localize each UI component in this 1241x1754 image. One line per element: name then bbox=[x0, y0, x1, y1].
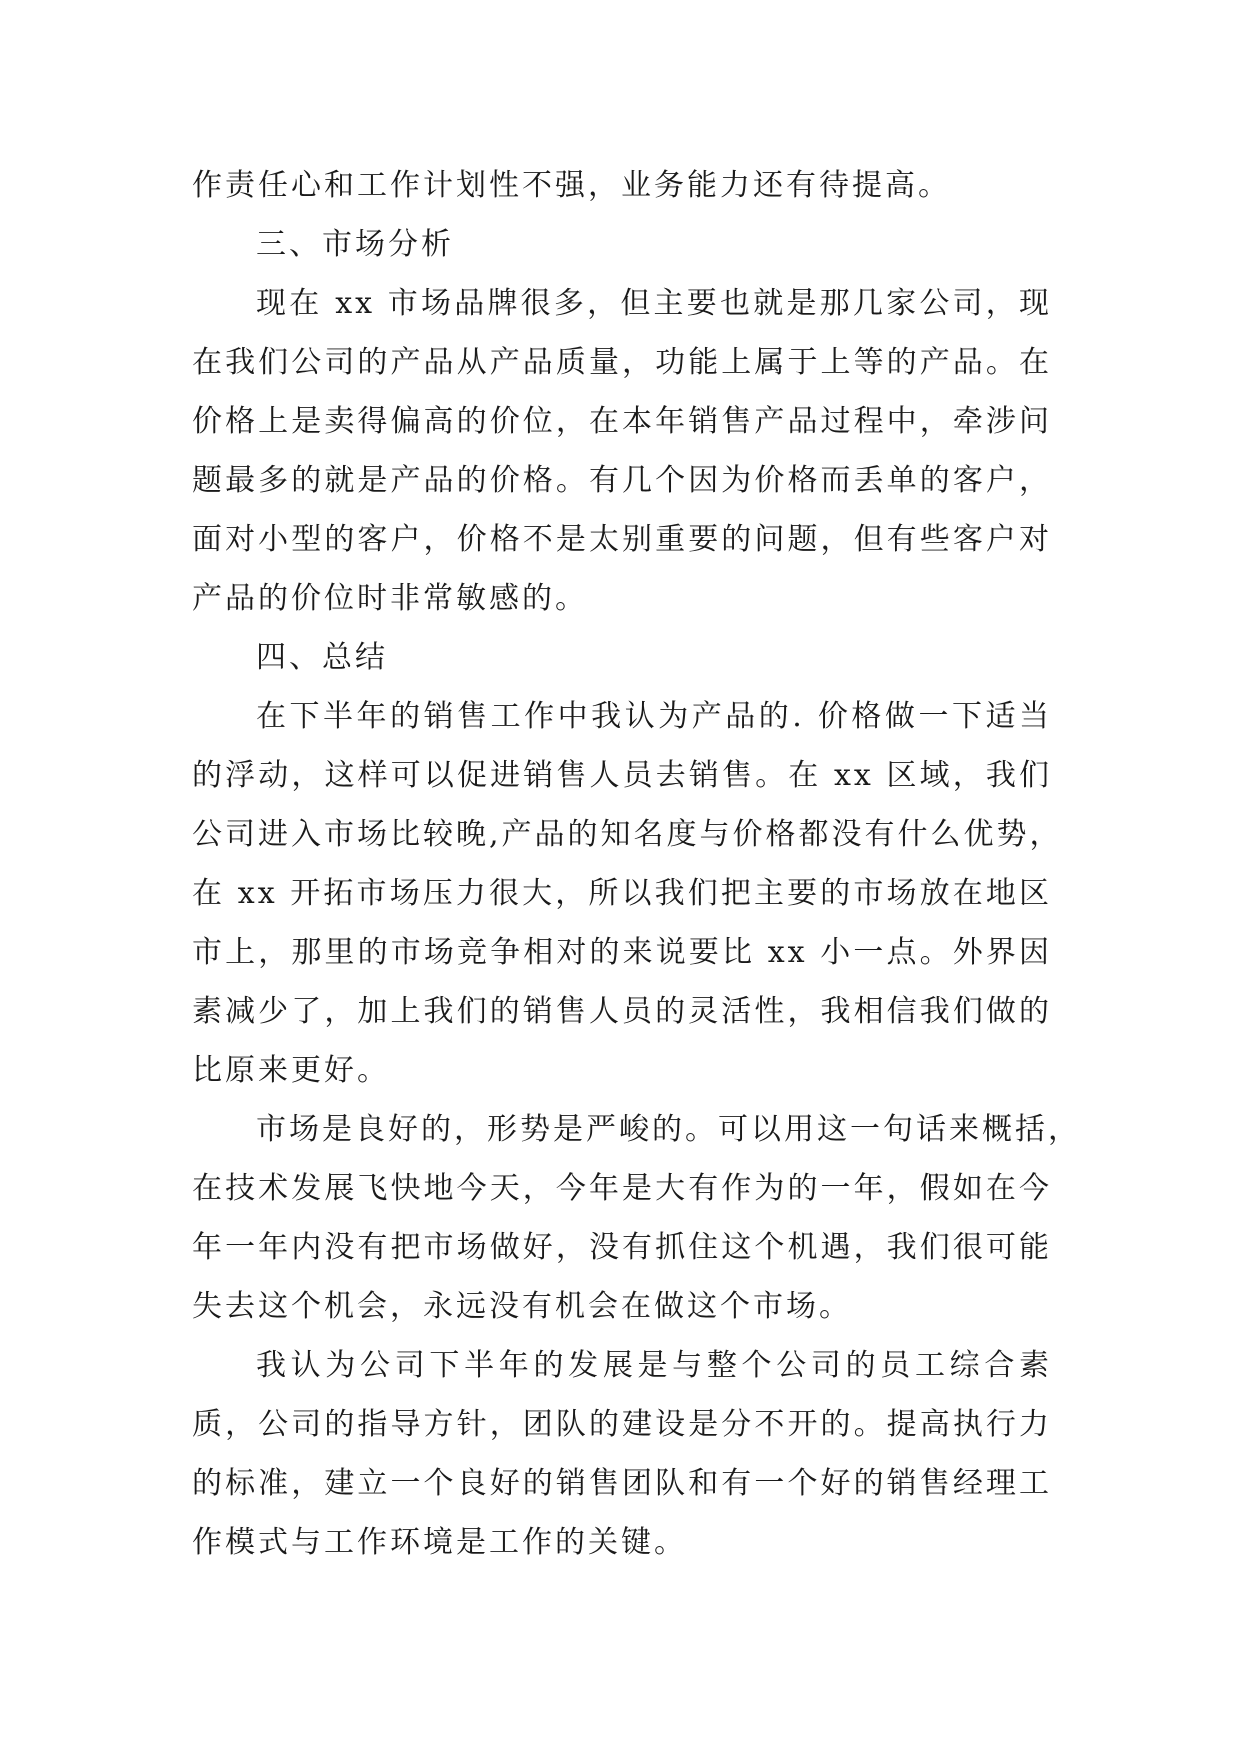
text-line: 比原来更好。 bbox=[192, 1053, 390, 1088]
text-line: 公司进入市场比较晚,产品的知名度与价格都没有什么优势， bbox=[192, 817, 1063, 852]
text-line: 题最多的就是产品的价格。有几个因为价格而丢单的客户， bbox=[192, 463, 1052, 498]
paragraph-first-line: 在下半年的销售工作中我认为产品的. 价格做一下适当 bbox=[256, 699, 1052, 734]
paragraph-first-line: 四、总结 bbox=[256, 640, 388, 675]
text-line: 的标准，建立一个良好的销售团队和有一个好的销售经理工 bbox=[192, 1466, 1052, 1501]
document-body bbox=[192, 156, 1081, 1572]
text-line: 市上，那里的市场竞争相对的来说要比 xx 小一点。外界因 bbox=[192, 935, 1052, 970]
paragraph-first-line: 市场是良好的，形势是严峻的。可以用这一句话来概括， bbox=[256, 1112, 1081, 1147]
text-line: 年一年内没有把市场做好，没有抓住这个机遇，我们很可能 bbox=[192, 1230, 1052, 1265]
text-line: 面对小型的客户，价格不是太别重要的问题，但有些客户对 bbox=[192, 522, 1052, 557]
text-line: 产品的价位时非常敏感的。 bbox=[192, 581, 588, 616]
paragraph-first-line: 现在 xx 市场品牌很多，但主要也就是那几家公司，现 bbox=[256, 286, 1052, 321]
text-line: 在技术发展飞快地今天，今年是大有作为的一年，假如在今 bbox=[192, 1171, 1052, 1206]
text-line: 素减少了，加上我们的销售人员的灵活性，我相信我们做的 bbox=[192, 994, 1052, 1029]
paragraph-first-line: 我认为公司下半年的发展是与整个公司的员工综合素 bbox=[256, 1348, 1052, 1383]
text-line: 在我们公司的产品从产品质量，功能上属于上等的产品。在 bbox=[192, 345, 1052, 380]
text-line: 作责任心和工作计划性不强，业务能力还有待提高。 bbox=[192, 168, 951, 203]
text-line: 在 xx 开拓市场压力很大，所以我们把主要的市场放在地区 bbox=[192, 876, 1052, 911]
text-line: 的浮动，这样可以促进销售人员去销售。在 xx 区域，我们 bbox=[192, 758, 1052, 793]
text-line: 作模式与工作环境是工作的关键。 bbox=[192, 1525, 687, 1560]
paragraph-first-line: 三、市场分析 bbox=[256, 227, 454, 262]
text-line: 质，公司的指导方针，团队的建设是分不开的。提高执行力 bbox=[192, 1407, 1052, 1442]
text-line: 价格上是卖得偏高的价位，在本年销售产品过程中，牵涉问 bbox=[192, 404, 1052, 439]
text-line: 失去这个机会，永远没有机会在做这个市场。 bbox=[192, 1289, 852, 1324]
